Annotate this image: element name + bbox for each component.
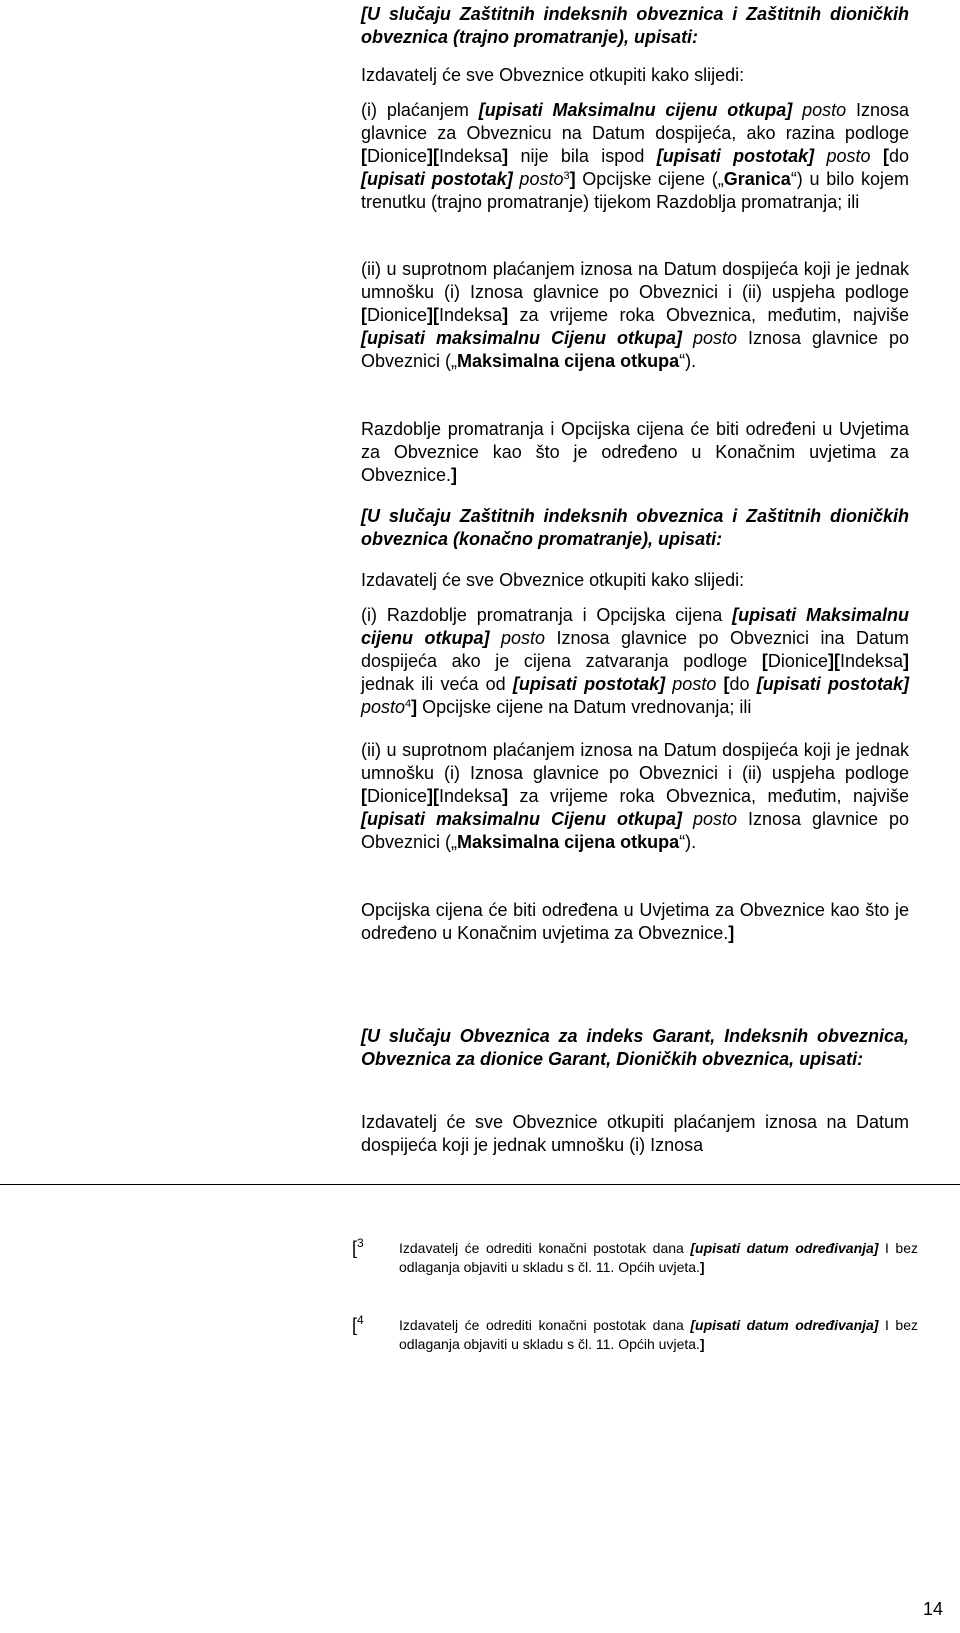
text-run: Iznosa glavnice po Obveznici („ (361, 328, 909, 371)
text-run: posto (489, 628, 545, 648)
text-run: Razdoblje promatranja i Opcijska cijena će biti određeni u Uvjetima za Obveznice kao što je određeno u Konačnim uvjetima za Obveznice. (361, 419, 909, 485)
text-run: (i) Razdoblje promatranja i Opcijska cijena (361, 605, 733, 625)
paragraph (361, 1111, 909, 1157)
footnote-marker (352, 1236, 364, 1258)
text-run: (ii) u suprotnom plaćanjem iznosa na Datum dospijeća koji je jednak umnošku (i) Iznosa glavnice po Obveznici i (ii) uspjeha podloge (361, 259, 909, 302)
text-run: “) u bilo kojem trenutku (trajno promatranje) tijekom Razdoblja promatranja; ili (361, 169, 909, 212)
text-run: “). (679, 832, 697, 852)
text-run: ] (502, 305, 509, 325)
text-run: nije bila ispod (508, 146, 657, 166)
footnote-divider (0, 1184, 960, 1185)
text-run: Granica (723, 169, 791, 189)
text-run: ][ (427, 786, 440, 806)
paragraph (361, 1025, 909, 1071)
text-run: ][ (427, 305, 440, 325)
footnote-text (399, 1316, 918, 1354)
text-run: posto (665, 674, 724, 694)
text-run: jednak ili veća od (361, 674, 513, 694)
text-run: posto (681, 328, 737, 348)
text-run: [ (723, 674, 730, 694)
text-run: do (729, 674, 757, 694)
text-run: [ (761, 651, 768, 671)
text-run: [U slučaju Zaštitnih indeksnih obveznica i Zaštitnih dioničkih obveznica (trajno promatranje), upisati: (361, 4, 909, 47)
footnote-number: 3 (357, 1236, 364, 1250)
footnote-marker (352, 1313, 364, 1335)
text-run: Izdavatelj će sve Obveznice otkupiti kako slijedi: (361, 570, 745, 590)
text-run: ] (699, 1336, 705, 1352)
text-run: [upisati datum određivanja] (690, 1317, 879, 1333)
text-run: Izdavatelj će odrediti konačni postotak dana (399, 1317, 691, 1333)
text-run: Iznosa glavnice po Obveznici ina Datum dospijeća ako je cijena zatvaranja podloge (361, 628, 909, 671)
text-run: “). (679, 351, 697, 371)
text-run: (ii) u suprotnom plaćanjem iznosa na Datum dospijeća koji je jednak umnošku (i) Iznosa glavnice po Obveznici i (ii) uspjeha podloge (361, 740, 909, 783)
text-run: Indeksa (839, 651, 903, 671)
text-run: ] (903, 651, 909, 671)
footnote-bracket: [ (352, 1315, 358, 1335)
text-run: [upisati postotak] (656, 146, 815, 166)
text-run: [ (361, 305, 367, 325)
paragraph (361, 739, 909, 854)
text-run: Iznosa glavnice za Obveznicu na Datum dospijeća, ako razina podloge (361, 100, 909, 143)
text-run: posto (814, 146, 883, 166)
paragraph (361, 3, 909, 49)
text-run: [upisati postotak] (361, 169, 513, 189)
footnote-number: 4 (357, 1313, 364, 1327)
text-run: (i) plaćanjem (361, 100, 479, 120)
text-run: za vrijeme roka Obveznica, međutim, najviše (508, 786, 909, 806)
text-run: ] (502, 146, 509, 166)
text-run: I bez odlaganja objaviti u skladu s čl. 11. Općih uvjeta. (399, 1240, 918, 1275)
paragraph (361, 604, 909, 719)
text-run: ] (451, 465, 458, 485)
text-run: [upisati Maksimalnu cijenu otkupa] (478, 100, 793, 120)
text-run: ] (502, 786, 509, 806)
text-run: Dionice (767, 651, 828, 671)
text-run: [ (361, 786, 367, 806)
text-run: [U slučaju Zaštitnih indeksnih obveznica i Zaštitnih dioničkih obveznica (konačno promatranje), upisati: (361, 506, 909, 549)
text-run: [upisati postotak] (512, 674, 666, 694)
text-run: Indeksa (439, 786, 503, 806)
text-run: Opcijske cijene na Datum vrednovanja; ili (417, 697, 752, 717)
text-run: Maksimalna cijena otkupa (457, 351, 680, 371)
text-run: I bez odlaganja objaviti u skladu s čl. 11. Općih uvjeta. (399, 1317, 918, 1352)
footnote-reference: 4 (405, 698, 412, 710)
text-run: [upisati maksimalnu Cijenu otkupa] (361, 809, 682, 829)
text-run: Indeksa (439, 146, 503, 166)
text-run: [ (361, 146, 367, 166)
text-run: ][ (427, 146, 440, 166)
text-run: [upisati Maksimalnu cijenu otkupa] (361, 605, 909, 648)
footnote-text (399, 1239, 918, 1277)
footnote-reference: 3 (563, 170, 570, 182)
text-run: Opcijske cijene („ (575, 169, 724, 189)
text-run: [upisati datum određivanja] (690, 1240, 879, 1256)
page-number: 14 (923, 1599, 944, 1619)
text-run: Maksimalna cijena otkupa (457, 832, 680, 852)
text-run: za vrijeme roka Obveznica, međutim, najviše (508, 305, 909, 325)
text-run: ] (699, 1259, 705, 1275)
text-run: [U slučaju Obveznica za indeks Garant, Indeksnih obveznica, Obveznica za dionice Garant, Dioničkih obveznica, upisati: (361, 1026, 909, 1069)
text-run: Dionice (367, 305, 428, 325)
paragraph (361, 64, 909, 87)
text-run: [upisati postotak] (756, 674, 909, 694)
text-run: do (888, 146, 909, 166)
text-run: Iznosa glavnice po Obveznici („ (361, 809, 909, 852)
text-run: ] (411, 697, 418, 717)
text-run: ] (728, 923, 735, 943)
text-run: [upisati maksimalnu Cijenu otkupa] (361, 328, 682, 348)
text-run: Dionice (367, 786, 428, 806)
footnote-bracket: [ (352, 1238, 358, 1258)
paragraph (361, 258, 909, 373)
footnote (352, 1236, 918, 1277)
paragraph (361, 505, 909, 551)
paragraph (361, 569, 909, 592)
paragraph (361, 899, 909, 945)
paragraph (361, 99, 909, 214)
text-run: Opcijska cijena će biti određena u Uvjetima za Obveznice kao što je određeno u Konačnim uvjetima za Obveznice. (361, 900, 909, 943)
text-run: Izdavatelj će sve Obveznice otkupiti kako slijedi: (361, 65, 745, 85)
paragraph (361, 418, 909, 487)
text-run: Dionice (367, 146, 428, 166)
text-run: [ (882, 146, 889, 166)
text-run: posto (681, 809, 737, 829)
text-run: Indeksa (439, 305, 503, 325)
text-run: posto (792, 100, 847, 120)
text-run: ] (569, 169, 576, 189)
footnote (352, 1313, 918, 1354)
text-run: ][ (827, 651, 840, 671)
text-run: posto (512, 169, 564, 189)
text-run: Izdavatelj će odrediti konačni postotak dana (399, 1240, 691, 1256)
text-run: Izdavatelj će sve Obveznice otkupiti plaćanjem iznosa na Datum dospijeća koji je jednak umnošku (i) Iznosa (361, 1112, 909, 1155)
text-run: posto (361, 697, 406, 717)
